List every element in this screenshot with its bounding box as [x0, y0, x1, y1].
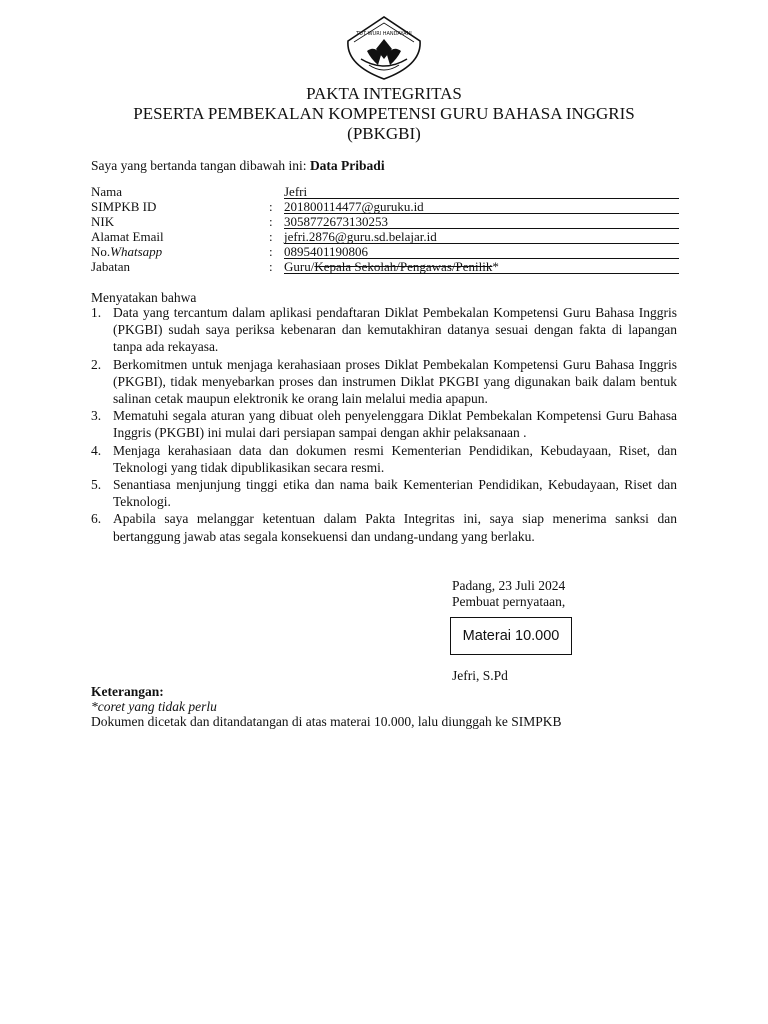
whatsapp-value: 0895401190806: [284, 244, 679, 259]
jabatan-value: Guru/Kepala Sekolah/Pengawas/Penilik*: [284, 259, 679, 274]
field-label: No.Whatsapp: [91, 244, 163, 259]
field-label: Jabatan: [91, 259, 130, 274]
field-colon: :: [269, 214, 273, 229]
field-colon: :: [269, 229, 273, 244]
title-line-2: PESERTA PEMBEKALAN KOMPETENSI GURU BAHASA INGGRIS: [133, 104, 635, 123]
struck-options: Kepala Sekolah/Pengawas/Penilik: [314, 259, 493, 274]
tut-wuri-handayani-logo-icon: [345, 15, 423, 81]
declaration-heading: Menyatakan bahwa: [91, 290, 197, 305]
field-label: Nama: [91, 184, 123, 199]
title-line-3: (PBKGBI): [347, 124, 421, 143]
list-item: 1. Data yang tercantum dalam aplikasi pendaftaran Diklat Pembekalan Kompetensi Guru Bahasa Inggris (PKGBI) sudah saya periksa kebenaran dan kemutakhiran datanya sesuai dengan fakta di lapangan tanpa ada rekayasa.: [91, 305, 677, 355]
notes-line-2: Dokumen dicetak dan ditandatangan di atas materai 10.000, lalu diunggah ke SIMPKB: [91, 714, 562, 729]
nik-value: 3058772673130253: [284, 214, 679, 229]
email-value: jefri.2876@guru.sd.belajar.id: [284, 229, 679, 244]
intro-text: Saya yang bertanda tangan dibawah ini: Data Pribadi: [91, 158, 385, 173]
list-item: 5. Senantiasa menjunjung tinggi etika dan nama baik Kementerian Pendidikan, Kebudayaan, Riset dan Teknologi.: [91, 477, 677, 510]
list-item: 4. Menjaga kerahasiaan data dan dokumen resmi Kementerian Pendidikan, Kebudayaan, Riset, dan Teknologi yang tidak dipublikasikan secara resmi.: [91, 442, 677, 475]
field-label: NIK: [91, 214, 115, 229]
list-item: 2. Berkomitmen untuk menjaga kerahasiaan proses Diklat Pembekalan Kompetensi Guru Bahasa Inggris (PKGBI), tidak menyebarkan proses dan instrumen Diklat PKGBI yang digunakan baik dalam bentuk salinan cetak maupun elektronik ke orang lain melalui media apapun.: [91, 356, 677, 407]
list-item: 3. Mematuhi segala aturan yang dibuat oleh penyelenggara Diklat Pembekalan Kompetensi Guru Bahasa Inggris (PKGBI) ini mulai dari persiapan sampai dengan akhir pelaksanaan .: [91, 408, 677, 441]
nama-value: Jefri: [284, 184, 679, 199]
field-label: SIMPKB ID: [91, 199, 157, 214]
simpkb-value: 201800114477@guruku.id: [284, 199, 679, 214]
title-line-1: PAKTA INTEGRITAS: [306, 84, 462, 103]
field-colon: :: [269, 199, 273, 214]
materai-stamp-box: Materai 10.000: [450, 617, 572, 655]
logo-text: TUT WURI HANDAYANI: [356, 31, 412, 37]
field-whatsapp: [91, 244, 679, 259]
field-colon: :: [269, 259, 273, 274]
list-item: 6. Apabila saya melanggar ketentuan dalam Pakta Integritas ini, saya siap menerima sanksi dan bertanggung jawab atas segala konsekuensi dan undang-undang yang berlaku.: [91, 511, 677, 544]
notes-heading: Keterangan:: [91, 684, 164, 699]
signer-name: Jefri, S.Pd: [452, 668, 508, 683]
place-date: Padang, 23 Juli 2024: [452, 578, 566, 593]
signer-role: Pembuat pernyataan,: [452, 594, 566, 609]
field-nik: [91, 214, 679, 229]
field-label: Alamat Email: [91, 229, 164, 244]
notes-line-1: *coret yang tidak perlu: [91, 699, 217, 714]
field-jabatan: [91, 259, 679, 274]
field-nama: [91, 184, 679, 199]
field-email: [91, 229, 679, 244]
declaration-list: [91, 304, 677, 545]
field-simpkb: [91, 199, 679, 214]
field-colon: :: [269, 244, 273, 259]
